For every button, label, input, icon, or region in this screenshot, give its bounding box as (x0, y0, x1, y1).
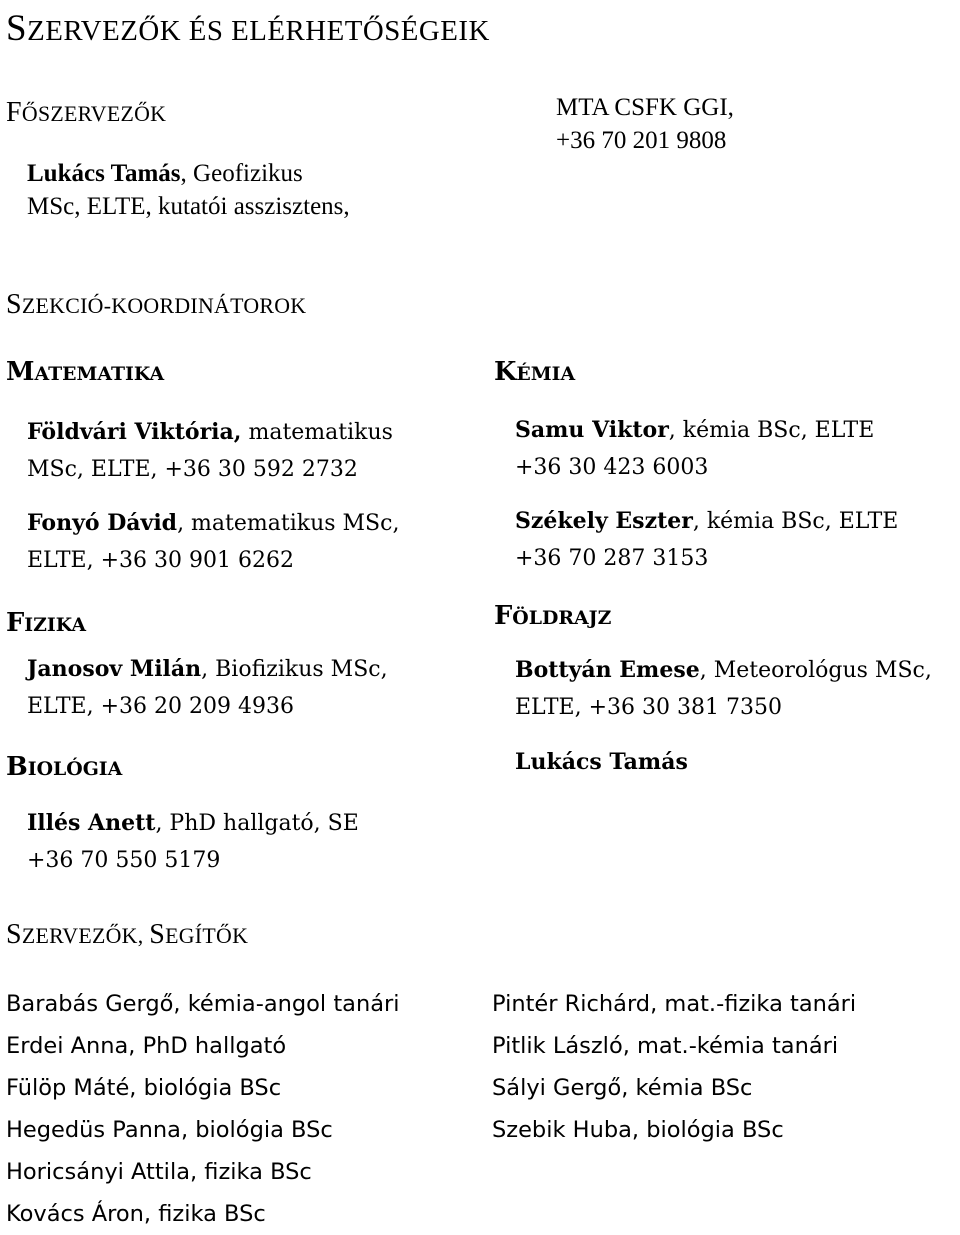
coordinator-name: Janosov Milán (27, 656, 202, 682)
main-organizer-affiliation: MTA CSFK GGI, (556, 94, 734, 121)
helpers-list-left (6, 983, 400, 1235)
biology-coordinator-1 (27, 805, 359, 879)
list-item: Sályi Gergő, kémia BSc (492, 1075, 753, 1101)
coordinator-name: Samu Viktor (515, 417, 669, 443)
biology-heading: BIOLÓGIA (6, 752, 123, 782)
coordinator-name: Földvári Viktória, (27, 419, 242, 445)
coordinator-title: , Meteorológus MSc, (699, 658, 932, 683)
chemistry-heading: KÉMIA (494, 357, 576, 387)
coordinator-details: MSc, ELTE, +36 30 592 2732 (27, 457, 358, 482)
main-organizer-entry (27, 157, 350, 223)
coordinator-title: , matematikus MSc, (177, 511, 400, 536)
coordinator-title: , kémia BSc, ELTE (668, 418, 875, 443)
main-organizer-name: Lukács Tamás (27, 160, 181, 187)
coordinator-name: Illés Anett (27, 810, 156, 836)
list-item: Barabás Gergő, kémia-angol tanári (6, 991, 400, 1017)
coordinator-details: +36 70 287 3153 (515, 546, 709, 571)
coordinator-title: , Biofizikus MSc, (201, 657, 388, 682)
chemistry-coordinator-2 (515, 503, 898, 577)
geography-coordinator-1 (515, 652, 932, 726)
coordinator-name: Székely Eszter (515, 508, 693, 534)
main-organizer-details: MSc, ELTE, kutatói asszisztens, (27, 193, 350, 220)
coordinator-details: ELTE, +36 20 209 4936 (27, 694, 294, 719)
helpers-list-right (492, 983, 856, 1151)
coordinator-title: , PhD hallgató, SE (155, 811, 359, 836)
helpers-heading: SZERVEZŐK, SEGÍTŐK (6, 919, 249, 950)
main-organizer-title: , Geofizikus (180, 160, 303, 187)
math-coordinator-2 (27, 505, 399, 579)
main-organizer-contact (556, 91, 734, 157)
coordinator-title: matematikus (241, 420, 393, 445)
physics-heading: FIZIKA (6, 608, 86, 638)
math-heading: MATEMATIKA (6, 357, 165, 387)
math-coordinator-1 (27, 414, 393, 488)
coordinator-details: ELTE, +36 30 901 6262 (27, 548, 294, 573)
list-item: Kovács Áron, fizika BSc (6, 1201, 266, 1227)
coordinator-details: +36 70 550 5179 (27, 848, 221, 873)
chemistry-coordinator-1 (515, 412, 874, 486)
section-coordinators-heading: SZEKCIÓ-KOORDINÁTOROK (6, 289, 307, 320)
geography-coordinator-2 (515, 744, 688, 781)
list-item: Pintér Richárd, mat.-fizika tanári (492, 991, 857, 1017)
list-item: Fülöp Máté, biológia BSc (6, 1075, 282, 1101)
list-item: Szebik Huba, biológia BSc (492, 1117, 784, 1143)
page-title: SZERVEZŐK ÉS ELÉRHETŐSÉGEIK (6, 8, 490, 49)
geography-heading: FÖLDRAJZ (494, 601, 612, 631)
coordinator-name: Bottyán Emese (515, 657, 700, 683)
physics-coordinator-1 (27, 651, 388, 725)
list-item: Erdei Anna, PhD hallgató (6, 1033, 287, 1059)
coordinator-details: ELTE, +36 30 381 7350 (515, 695, 782, 720)
coordinator-details: +36 30 423 6003 (515, 455, 709, 480)
list-item: Hegedüs Panna, biológia BSc (6, 1117, 333, 1143)
coordinator-name: Lukács Tamás (515, 749, 688, 775)
list-item: Horicsányi Attila, fizika BSc (6, 1159, 312, 1185)
coordinator-title: , kémia BSc, ELTE (692, 509, 899, 534)
main-organizers-heading: FŐSZERVEZŐK (6, 97, 167, 128)
coordinator-name: Fonyó Dávid (27, 510, 178, 536)
list-item: Pitlik László, mat.-kémia tanári (492, 1033, 839, 1059)
main-organizer-phone: +36 70 201 9808 (556, 127, 727, 154)
